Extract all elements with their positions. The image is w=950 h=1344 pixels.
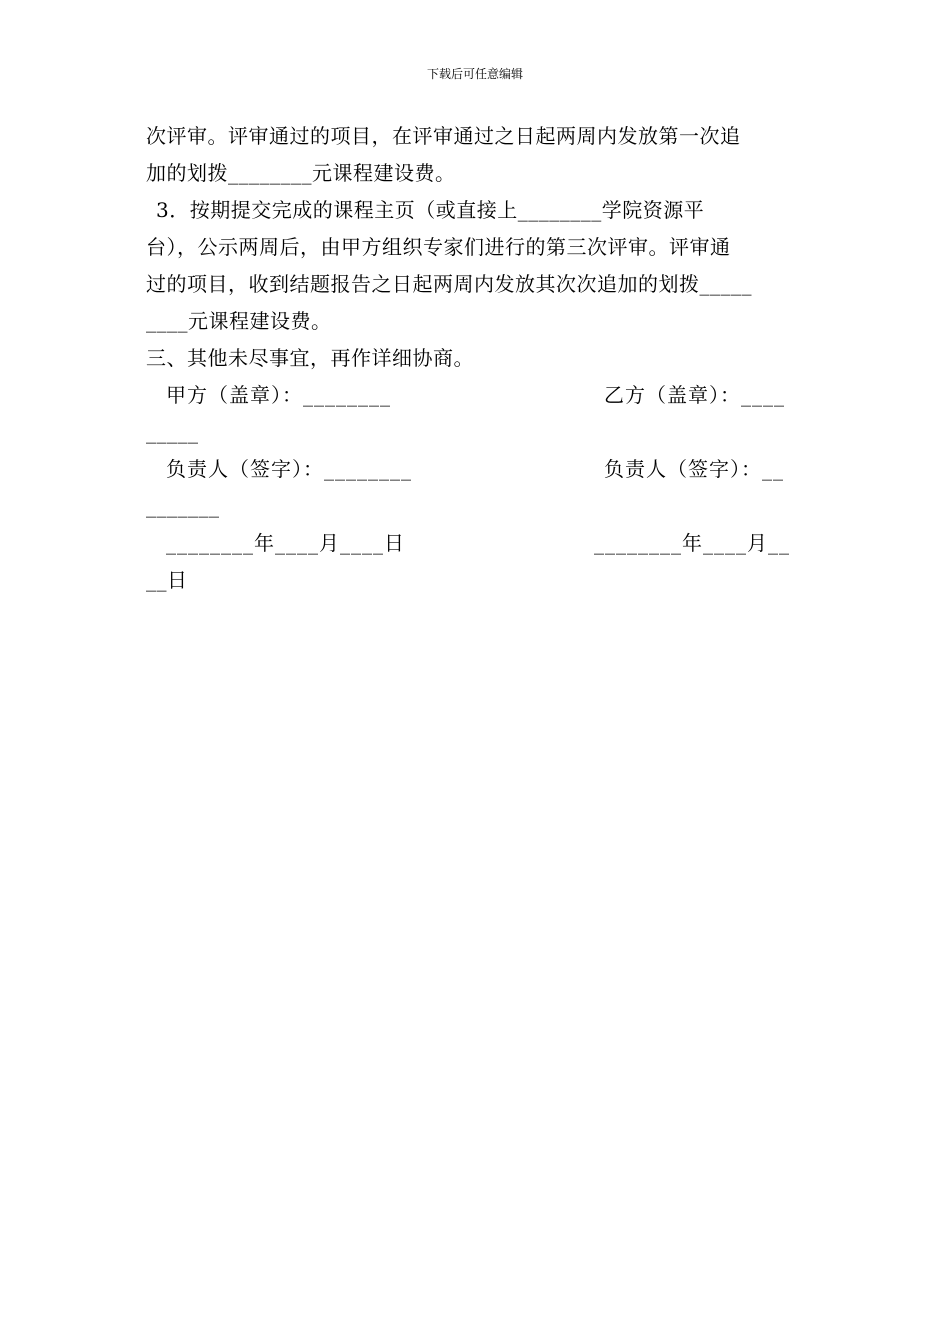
party-b-date: ________年____月__ bbox=[594, 531, 790, 555]
party-a-signer: 负责人（签字）：________ bbox=[166, 457, 412, 481]
party-b-seal: 乙方（盖章）：____ bbox=[604, 383, 785, 407]
party-a-date: ________年____月____日 bbox=[166, 531, 405, 555]
body-line-4: 台），公示两周后，由甲方组织专家们进行的第三次评审。评审通 bbox=[146, 235, 731, 259]
body-line-2: 加的划拨________元课程建设费。 bbox=[146, 161, 456, 185]
document-body bbox=[146, 118, 808, 599]
body-line-1: 次评审。评审通过的项目，在评审通过之日起两周内发放第一次追 bbox=[146, 124, 741, 148]
party-b-date-continued: __日 bbox=[146, 568, 188, 592]
body-line-5: 过的项目，收到结题报告之日起两周内发放其次次追加的划拨_____ bbox=[146, 272, 752, 296]
page-header: 下载后可任意编辑 bbox=[426, 67, 523, 81]
body-line-3: 3．按期提交完成的课程主页（或直接上________学院资源平 bbox=[156, 198, 705, 222]
date-row bbox=[146, 525, 808, 562]
body-line-7: 三、其他未尽事宜，再作详细协商。 bbox=[146, 346, 474, 370]
body-line-6: ____元课程建设费。 bbox=[146, 309, 332, 333]
party-a-seal: 甲方（盖章）：________ bbox=[166, 383, 391, 407]
party-b-seal-continued: _____ bbox=[146, 420, 199, 444]
party-b-signer-continued: _______ bbox=[146, 494, 220, 518]
signer-row bbox=[146, 451, 808, 488]
seal-row bbox=[146, 377, 808, 414]
party-b-signer: 负责人（签字）：__ bbox=[604, 457, 784, 481]
